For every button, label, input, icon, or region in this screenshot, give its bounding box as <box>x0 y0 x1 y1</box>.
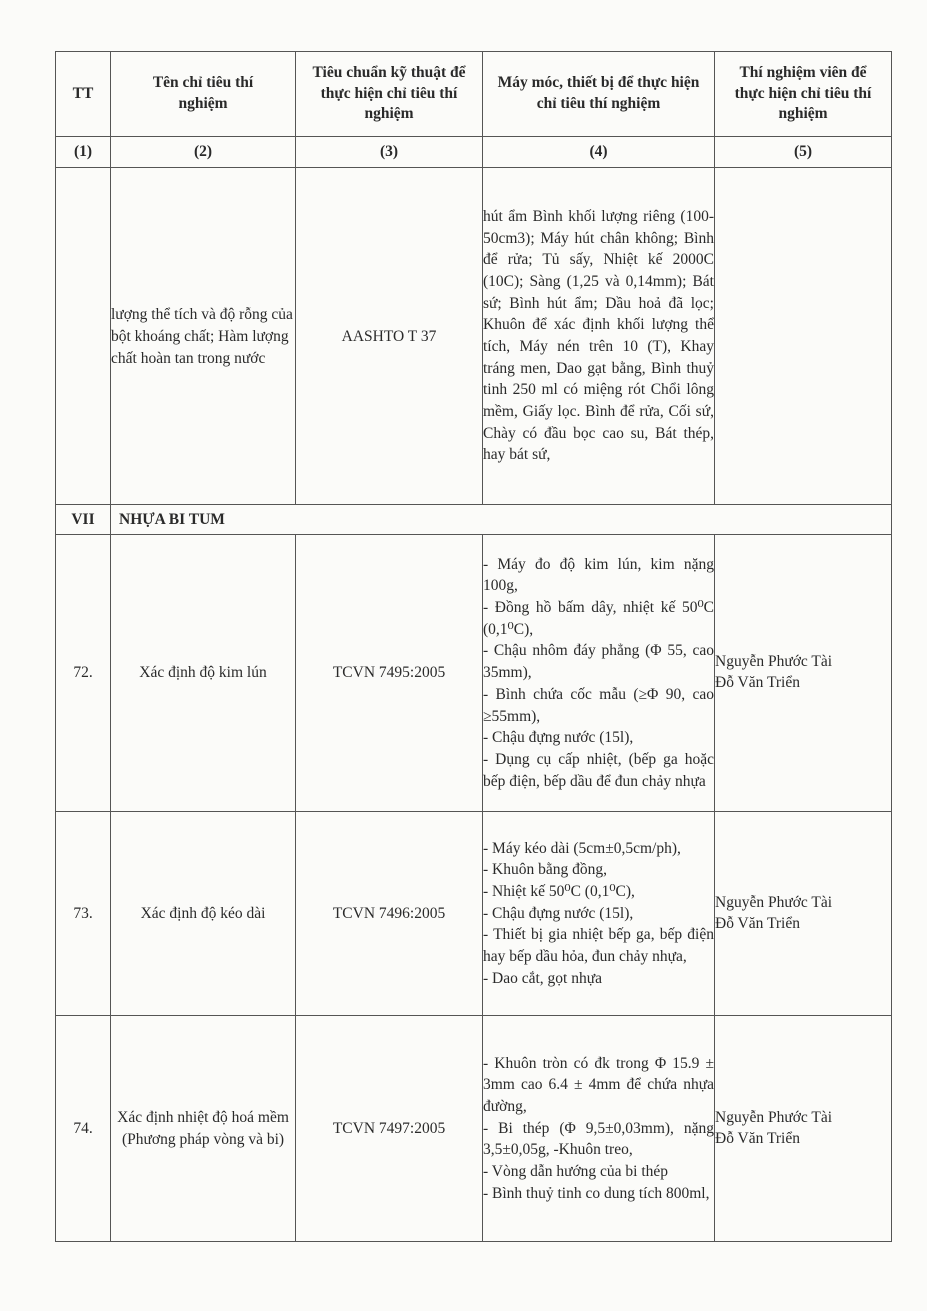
row-name: Xác định độ kim lún <box>111 535 296 812</box>
equipment-line: - Vòng dẫn hướng của bi thép <box>483 1163 669 1181</box>
staff-name: Nguyễn Phước Tài <box>715 653 833 671</box>
section-roman: VII <box>56 505 111 535</box>
row-name: Xác định nhiệt độ hoá mềm (Phương pháp vòng và bi) <box>111 1016 296 1242</box>
continuation-standard: AASHTO T 37 <box>296 168 483 505</box>
staff-name: Nguyễn Phước Tài <box>715 1108 833 1126</box>
continuation-name: lượng thể tích và độ rỗng của bột khoáng chất; Hàm lượng chất hoàn tan trong nước <box>111 168 296 505</box>
equipment-line: - Khuôn tròn có đk trong Φ 15.9 ± 3mm cao 6.4 ± 4mm để chứa nhựa đường, <box>483 1054 714 1115</box>
col-number-2: (2) <box>111 137 296 168</box>
header-row <box>56 52 892 137</box>
col-number-4: (4) <box>483 137 715 168</box>
row-standard: TCVN 7496:2005 <box>296 812 483 1016</box>
header-name: Tên chỉ tiêu thí nghiệm <box>111 52 296 137</box>
continuation-staff <box>715 168 892 505</box>
staff-name: Nguyễn Phước Tài <box>715 893 833 911</box>
row-equipment <box>483 1016 715 1242</box>
col-number-3: (3) <box>296 137 483 168</box>
row-tt: 73. <box>56 812 111 1016</box>
row-standard: TCVN 7497:2005 <box>296 1016 483 1242</box>
equipment-table <box>55 51 892 1242</box>
equipment-line: - Máy kéo dài (5cm±0,5cm/ph), <box>483 839 681 857</box>
header-standard: Tiêu chuẩn kỹ thuật để thực hiện chỉ tiêu thí nghiệm <box>296 52 483 137</box>
header-staff: Thí nghiệm viên để thực hiện chỉ tiêu thí nghiệm <box>715 52 892 137</box>
equipment-line: - Khuôn bằng đồng, <box>483 861 607 879</box>
equipment-line: - Chậu đựng nước (15l), <box>483 729 634 747</box>
equipment-line: - Chậu đựng nước (15l), <box>483 904 634 922</box>
continuation-row <box>56 168 892 505</box>
section-title: NHỰA BI TUM <box>111 505 892 535</box>
staff-name: Đỗ Văn Triển <box>715 1129 800 1147</box>
column-number-row <box>56 137 892 168</box>
staff-name: Đỗ Văn Triển <box>715 674 800 691</box>
equipment-line: - Dao cắt, gọt nhựa <box>483 969 603 987</box>
row-tt: 72. <box>56 535 111 812</box>
col-number-1: (1) <box>56 137 111 168</box>
row-equipment <box>483 812 715 1016</box>
row-staff <box>715 1016 892 1242</box>
header-equipment: Máy móc, thiết bị để thực hiện chỉ tiêu thí nghiệm <box>483 52 715 137</box>
equipment-line: - Bình chứa cốc mẫu (≥Φ 90, cao ≥55mm), <box>483 685 714 725</box>
continuation-tt <box>56 168 111 505</box>
section-row <box>56 505 892 535</box>
row-equipment <box>483 535 715 812</box>
table-row <box>56 535 892 812</box>
row-staff <box>715 535 892 812</box>
row-name: Xác định độ kéo dài <box>111 812 296 1016</box>
equipment-line: - Dụng cụ cấp nhiệt, (bếp ga hoặc bếp điện, bếp dầu để đun chảy nhựa <box>483 750 714 790</box>
table-row <box>56 812 892 1016</box>
row-staff <box>715 812 892 1016</box>
col-number-5: (5) <box>715 137 892 168</box>
staff-name: Đỗ Văn Triển <box>715 914 800 932</box>
header-tt: TT <box>56 52 111 137</box>
equipment-line: - Bi thép (Φ 9,5±0,03mm), nặng 3,5±0,05g, -Khuôn treo, <box>483 1119 714 1159</box>
equipment-line: - Nhiệt kế 50⁰C (0,1⁰C), <box>483 882 635 900</box>
row-standard: TCVN 7495:2005 <box>296 535 483 812</box>
equipment-line: - Thiết bị gia nhiệt bếp ga, bếp điện hay bếp dầu hỏa, đun chảy nhựa, <box>483 926 714 966</box>
continuation-equipment: hút ẩm Bình khối lượng riêng (100-50cm3); Máy hút chân không; Bình để rửa; Tủ sấy, Nhiệt kế 2000C (10C); Sàng (1,25 và 0,14mm); Bát sứ; Bình hút ẩm; Dầu hoả đã lọc; Khuôn để xác định khối lượng thể tích, Máy nén trên 10 (T), Khay tráng men, Dao gạt bằng, Bình thuỷ tinh 250 ml có miệng rót Chổi lông mềm, Giấy lọc. Bình để rửa, Cối sứ, Chày có đầu bọc cao su, Bát thép, hay bát sứ, <box>483 168 715 505</box>
table-row <box>56 1016 892 1242</box>
row-tt: 74. <box>56 1016 111 1242</box>
equipment-line: - Đồng hồ bấm dây, nhiệt kế 50⁰C (0,1⁰C), <box>483 599 714 638</box>
equipment-line: - Chậu nhôm đáy phẳng (Φ 55, cao 35mm), <box>483 642 714 682</box>
equipment-line: - Bình thuỷ tinh co dung tích 800ml, <box>483 1184 710 1202</box>
equipment-line: - Máy đo độ kim lún, kim nặng 100g, <box>483 555 714 595</box>
